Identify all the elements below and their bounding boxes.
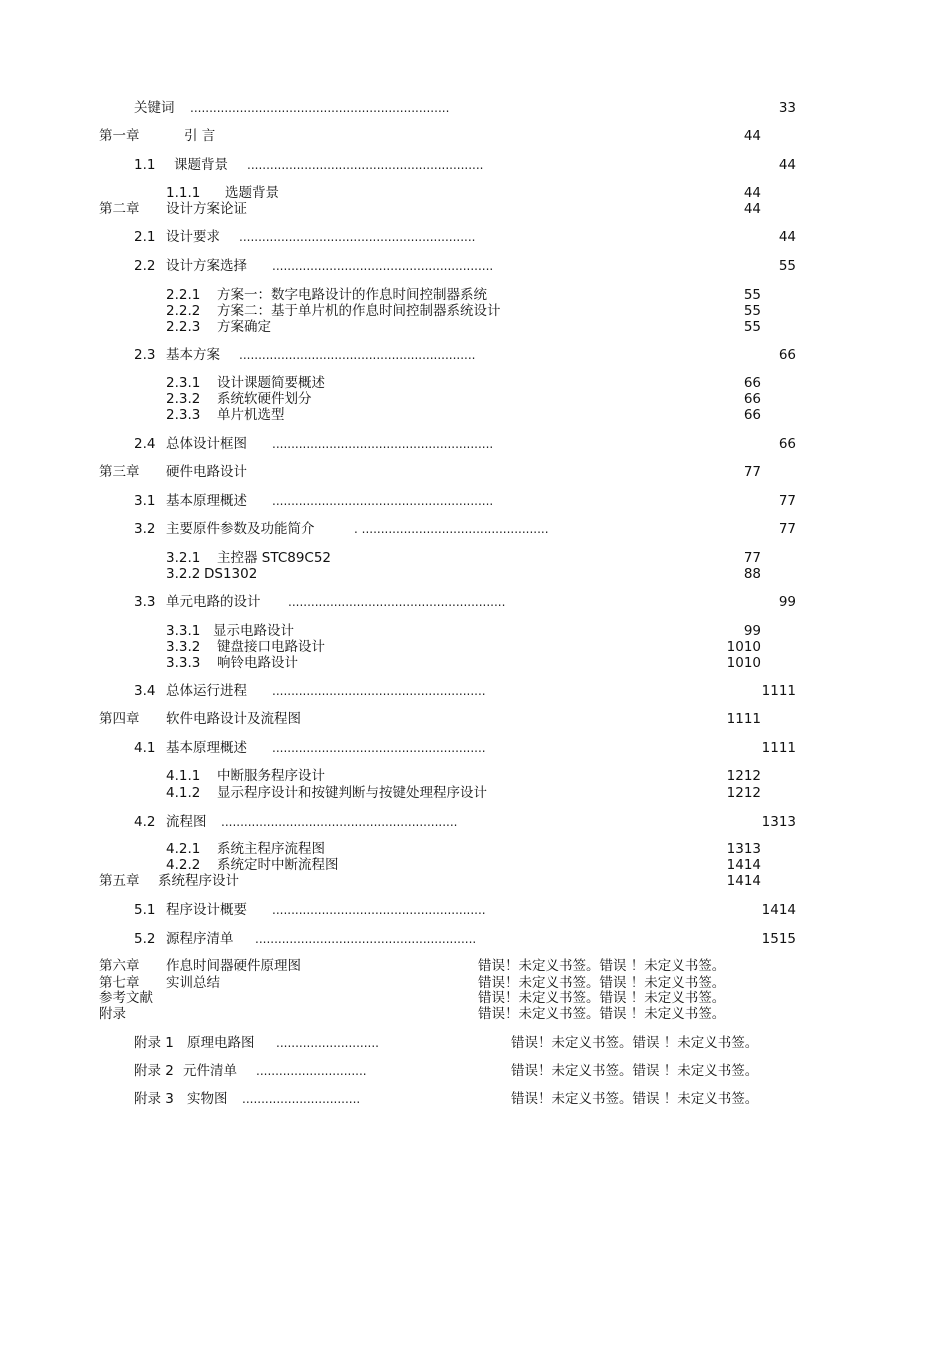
- toc-entry[interactable]: [0, 375, 950, 392]
- toc-leader-dots: ..............................................................: [221, 815, 458, 829]
- toc-leader-dots: ........................................................: [272, 684, 486, 698]
- toc-entry[interactable]: [0, 550, 950, 567]
- toc-page-number: 1313: [761, 814, 796, 830]
- toc-entry-number: 第三章: [99, 464, 140, 480]
- toc-entry[interactable]: [0, 319, 950, 336]
- toc-leader-dots: ..........................................................: [272, 259, 494, 273]
- toc-entry-title: 硬件电路设计: [166, 464, 247, 480]
- toc-page-number: 错误！未定义书签。错误 ！未定义书签。: [511, 1035, 759, 1051]
- toc-entry-title: 元件清单: [183, 1063, 237, 1079]
- toc-entry[interactable]: [0, 1035, 950, 1052]
- toc-entry-number: 4.2.2: [166, 857, 201, 873]
- toc-entry-title: 源程序清单: [166, 931, 234, 947]
- toc-entry-number: 2.2.2: [166, 303, 201, 319]
- toc-leader-dots: ........................................................: [272, 741, 486, 755]
- toc-entry-title: 主控器 STC89C52: [217, 550, 332, 566]
- toc-entry-title: 设计课题简要概述: [217, 375, 325, 391]
- toc-entry-title: 总体设计框图: [166, 436, 247, 452]
- toc-page-number: 错误！未定义书签。错误 ！未定义书签。: [478, 1006, 726, 1022]
- toc-entry[interactable]: [0, 990, 950, 1007]
- toc-entry[interactable]: [0, 1091, 950, 1108]
- toc-entry-number: 第五章: [99, 873, 140, 889]
- toc-leader-dots: ..............................................................: [239, 348, 476, 362]
- toc-entry-title: 课题背景: [174, 157, 228, 173]
- toc-entry-title: 响铃电路设计: [217, 655, 298, 671]
- toc-leader-dots: ..........................................................: [272, 494, 494, 508]
- toc-page-number: 44: [743, 128, 761, 144]
- toc-entry-number: 1.1: [134, 157, 156, 173]
- toc-entry[interactable]: [0, 873, 950, 890]
- toc-entry-number: 3.4: [134, 683, 156, 699]
- toc-page-number: 55: [743, 303, 761, 319]
- toc-entry-number: 3.2.2: [166, 566, 201, 582]
- toc-entry-number: 2.1: [134, 229, 156, 245]
- toc-entry-title: 引 言: [184, 128, 216, 144]
- toc-entry[interactable]: [0, 711, 950, 728]
- toc-entry-number: 2.2.1: [166, 287, 201, 303]
- toc-entry-title: 基本方案: [166, 347, 220, 363]
- toc-entry-title: 系统程序设计: [158, 873, 239, 889]
- toc-entry[interactable]: [0, 785, 950, 802]
- toc-page-number: 55: [778, 258, 796, 274]
- toc-page-number: 1010: [726, 655, 761, 671]
- toc-entry-title: 作息时间器硬件原理图: [166, 958, 301, 974]
- toc-entry-title: 流程图: [166, 814, 207, 830]
- toc-entry[interactable]: [0, 594, 950, 611]
- toc-entry-title: 系统主程序流程图: [217, 841, 325, 857]
- toc-page-number: 1111: [761, 740, 796, 756]
- toc-entry[interactable]: [0, 303, 950, 320]
- toc-entry-number: 3.3.2: [166, 639, 201, 655]
- toc-entry-number: 2.2.3: [166, 319, 201, 335]
- toc-entry-number: 4.2.1: [166, 841, 201, 857]
- toc-entry-title: 单片机选型: [217, 407, 285, 423]
- toc-entry-title: 显示电路设计: [213, 623, 294, 639]
- toc-entry-title: 系统软硬件划分: [217, 391, 312, 407]
- toc-leader-dots: ..............................................................: [247, 158, 484, 172]
- toc-entry[interactable]: [0, 655, 950, 672]
- toc-page-number: 66: [743, 407, 761, 423]
- toc-entry-title: 附录: [99, 1006, 126, 1022]
- toc-leader-dots: ....................................................................: [190, 101, 450, 115]
- toc-entry-title: 实训总结: [166, 975, 220, 991]
- toc-page-number: 77: [743, 550, 761, 566]
- toc-entry-number: 3.2: [134, 521, 156, 537]
- toc-entry-number: 第七章: [99, 975, 140, 991]
- toc-entry-number: 3.1: [134, 493, 156, 509]
- toc-leader-dots: .........................................................: [288, 595, 506, 609]
- toc-entry-number: 2.3: [134, 347, 156, 363]
- toc-page-number: 1414: [761, 902, 796, 918]
- toc-page-number: 1414: [726, 857, 761, 873]
- toc-page-number: 1010: [726, 639, 761, 655]
- toc-entry[interactable]: [0, 902, 950, 919]
- toc-page-number: 错误！未定义书签。错误 ！未定义书签。: [478, 958, 726, 974]
- toc-page-number: 1414: [726, 873, 761, 889]
- toc-entry-number: 3.3: [134, 594, 156, 610]
- toc-page-number: 66: [743, 391, 761, 407]
- toc-entry-title: 基本原理概述: [166, 493, 247, 509]
- toc-entry-number: 3.2.1: [166, 550, 201, 566]
- toc-page-number: 错误！未定义书签。错误 ！未定义书签。: [511, 1063, 759, 1079]
- toc-page-number: 1212: [726, 785, 761, 801]
- toc-entry[interactable]: [0, 566, 950, 583]
- toc-page-number: 错误！未定义书签。错误 ！未定义书签。: [478, 990, 726, 1006]
- toc-page-number: 44: [778, 229, 796, 245]
- toc-entry[interactable]: [0, 814, 950, 831]
- toc-entry-number: 2.3.1: [166, 375, 201, 391]
- toc-entry[interactable]: [0, 1006, 950, 1023]
- toc-leader-dots: ........................................................: [272, 903, 486, 917]
- toc-entry[interactable]: [0, 958, 950, 975]
- toc-entry-title: 设计方案选择: [166, 258, 247, 274]
- toc-page-number: 99: [778, 594, 796, 610]
- toc-entry-number: 附录 1: [134, 1035, 174, 1051]
- toc-entry-title: 软件电路设计及流程图: [166, 711, 301, 727]
- toc-entry-title: 原理电路图: [187, 1035, 255, 1051]
- toc-entry[interactable]: [0, 493, 950, 510]
- toc-entry-title: DS1302: [204, 566, 258, 582]
- toc-entry[interactable]: [0, 229, 950, 246]
- toc-leader-dots: ...............................: [242, 1092, 361, 1106]
- toc-page-number: 1111: [761, 683, 796, 699]
- toc-entry[interactable]: [0, 768, 950, 785]
- toc-entry-title: 主要原件参数及功能简介: [166, 521, 315, 537]
- toc-entry-title: 方案一：数字电路设计的作息时间控制器系统: [217, 287, 487, 303]
- toc-entry[interactable]: [0, 841, 950, 858]
- toc-page-number: 55: [743, 287, 761, 303]
- toc-page-number: 77: [778, 521, 796, 537]
- toc-entry-number: 4.1.2: [166, 785, 201, 801]
- toc-entry-title: 设计方案论证: [166, 201, 247, 217]
- toc-leader-dots: .............................: [256, 1064, 367, 1078]
- toc-entry[interactable]: [0, 857, 950, 874]
- toc-page-number: 99: [743, 623, 761, 639]
- toc-entry-title: 系统定时中断流程图: [217, 857, 339, 873]
- toc-entry[interactable]: [0, 185, 950, 202]
- toc-entry-number: 3.3.1: [166, 623, 201, 639]
- toc-entry[interactable]: [0, 407, 950, 424]
- toc-page-number: 77: [743, 464, 761, 480]
- toc-entry-number: 3.3.3: [166, 655, 201, 671]
- toc-page-number: 1111: [726, 711, 761, 727]
- toc-entry-title: 实物图: [187, 1091, 228, 1107]
- toc-entry-title: 总体运行进程: [166, 683, 247, 699]
- toc-page-number: 错误！未定义书签。错误 ！未定义书签。: [478, 975, 726, 991]
- toc-entry-title: 选题背景: [225, 185, 279, 201]
- toc-entry[interactable]: [0, 436, 950, 453]
- toc-page-number: 55: [743, 319, 761, 335]
- toc-entry-number: 2.2: [134, 258, 156, 274]
- toc-entry[interactable]: [0, 683, 950, 700]
- toc-entry-number: 2.3.2: [166, 391, 201, 407]
- toc-entry[interactable]: [0, 287, 950, 304]
- toc-entry-number: 4.2: [134, 814, 156, 830]
- toc-page-number: 66: [778, 347, 796, 363]
- toc-entry[interactable]: [0, 521, 950, 538]
- toc-entry[interactable]: [0, 639, 950, 656]
- toc-entry-title: 方案确定: [217, 319, 271, 335]
- toc-page-number: 1212: [726, 768, 761, 784]
- toc-page-number: 1313: [726, 841, 761, 857]
- toc-page-number: 88: [743, 566, 761, 582]
- toc-entry[interactable]: [0, 100, 950, 117]
- toc-page-number: 44: [743, 201, 761, 217]
- toc-entry-title: 关键词: [134, 100, 175, 116]
- toc-entry-title: 单元电路的设计: [166, 594, 261, 610]
- toc-page-number: 1515: [761, 931, 796, 947]
- toc-entry[interactable]: [0, 258, 950, 275]
- toc-entry-number: 第一章: [99, 128, 140, 144]
- toc-page-number: 66: [743, 375, 761, 391]
- toc-page-number: 33: [778, 100, 796, 116]
- toc-entry-title: 基本原理概述: [166, 740, 247, 756]
- toc-leader-dots: ..........................................................: [255, 932, 477, 946]
- toc-entry[interactable]: [0, 201, 950, 218]
- toc-entry-number: 4.1: [134, 740, 156, 756]
- toc-entry-title: 参考文献: [99, 990, 153, 1006]
- toc-entry-number: 2.3.3: [166, 407, 201, 423]
- toc-entry[interactable]: [0, 623, 950, 640]
- toc-entry-number: 第四章: [99, 711, 140, 727]
- toc-leader-dots: . .................................................: [354, 522, 549, 536]
- toc-entry-number: 1.1.1: [166, 185, 201, 201]
- toc-entry[interactable]: [0, 157, 950, 174]
- toc-page-number: 77: [778, 493, 796, 509]
- toc-entry[interactable]: [0, 347, 950, 364]
- toc-entry-number: 4.1.1: [166, 768, 201, 784]
- toc-leader-dots: ..........................................................: [272, 437, 494, 451]
- toc-page-number: 44: [778, 157, 796, 173]
- toc-entry-title: 程序设计概要: [166, 902, 247, 918]
- toc-entry-title: 方案二：基于单片机的作息时间控制器系统设计: [217, 303, 501, 319]
- toc-entry[interactable]: [0, 931, 950, 948]
- toc-entry-title: 设计要求: [166, 229, 220, 245]
- toc-entry-number: 5.1: [134, 902, 156, 918]
- toc-page-number: 错误！未定义书签。错误 ！未定义书签。: [511, 1091, 759, 1107]
- toc-entry-number: 2.4: [134, 436, 156, 452]
- toc-entry[interactable]: [0, 464, 950, 481]
- toc-entry[interactable]: [0, 128, 950, 145]
- toc-page-number: 44: [743, 185, 761, 201]
- toc-leader-dots: ..............................................................: [239, 230, 476, 244]
- toc-entry-number: 第二章: [99, 201, 140, 217]
- toc-entry[interactable]: [0, 391, 950, 408]
- toc-entry-number: 附录 2: [134, 1063, 174, 1079]
- toc-entry-title: 显示程序设计和按键判断与按键处理程序设计: [217, 785, 487, 801]
- toc-entry-number: 附录 3: [134, 1091, 174, 1107]
- toc-entry-title: 键盘接口电路设计: [217, 639, 325, 655]
- toc-entry-title: 中断服务程序设计: [217, 768, 325, 784]
- toc-entry[interactable]: [0, 1063, 950, 1080]
- toc-entry-number: 5.2: [134, 931, 156, 947]
- toc-leader-dots: ...........................: [276, 1036, 379, 1050]
- toc-entry-number: 第六章: [99, 958, 140, 974]
- toc-page-number: 66: [778, 436, 796, 452]
- toc-entry[interactable]: [0, 740, 950, 757]
